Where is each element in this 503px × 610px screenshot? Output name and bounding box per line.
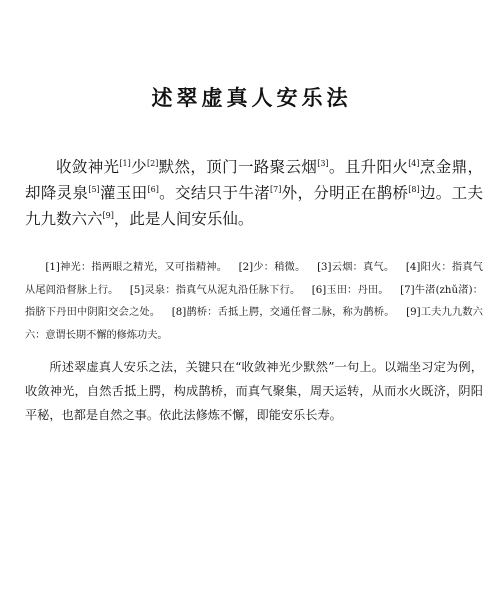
poem-segment: 边。工夫九九数六六 [25,184,483,228]
footnote-ref-2: [2] [146,158,159,168]
footnote-ref-3: [3] [317,158,329,168]
poem-text [25,154,483,232]
page-title: 述翠虚真人安乐法 [151,85,352,110]
footnote-ref-8: [8] [408,184,420,194]
footnote-ref-1: [1] [119,158,131,168]
footnote-7: [7]牛渚(zhǔ渚)：指脐下丹田中阴阳交会之处。 [25,284,483,318]
poem-segment: 灌玉田 [99,184,148,202]
footnote-4: [4]阳火：指真气从尾闾沿督脉上行。 [25,262,483,296]
footnote-1: [1]神光：指两眼之精光，又可指精神。 [45,262,228,273]
poem-segment: ，此是人间安乐仙。 [113,210,254,228]
footnote-ref-9: [9] [102,210,114,220]
poem-segment: 。交结只于牛渚 [158,184,270,202]
poem-segment: 外，分明正在鹊桥 [281,184,409,202]
poem-segment: 默然，顶门一路聚云烟 [158,158,318,176]
footnote-ref-7: [7] [269,184,282,194]
footnotes [25,257,483,347]
footnote-ref-4: [4] [408,158,420,168]
footnote-ref-6: [6] [147,184,159,194]
poem-segment: 烹金鼎，却降灵泉 [25,158,483,202]
footnote-9: [9]工夫九九数六六：意谓长期不懈的修炼功夫。 [25,307,483,341]
poem-segment: 。且升阳火 [328,158,409,176]
poem-segment: 少 [130,158,147,176]
footnote-2: [2]少：稍微。 [238,262,306,273]
poem-segment: 收敛神光 [56,158,120,176]
commentary-paragraph: 所述翠虚真人安乐之法，关键只在“收敛神光少默然”一句上。以端坐习定为例，收敛神光，自然舌抵上腭，构成鹊桥，而真气聚集，周天运转，从而水火既济，阴阳平秘，也都是自然之事。依此法修炼不懈，即能安乐长寿。 [25,360,483,422]
footnote-5: [5]灵泉：指真气从泥丸沿任脉下行。 [129,284,301,296]
footnote-8: [8]鹊桥：舌抵上腭，交通任督二脉，称为鹊桥。 [171,307,395,318]
footnote-ref-5: [5] [88,184,100,194]
footnote-6: [6]玉田：丹田。 [311,284,389,296]
footnote-3: [3]云烟：真气。 [317,262,395,273]
